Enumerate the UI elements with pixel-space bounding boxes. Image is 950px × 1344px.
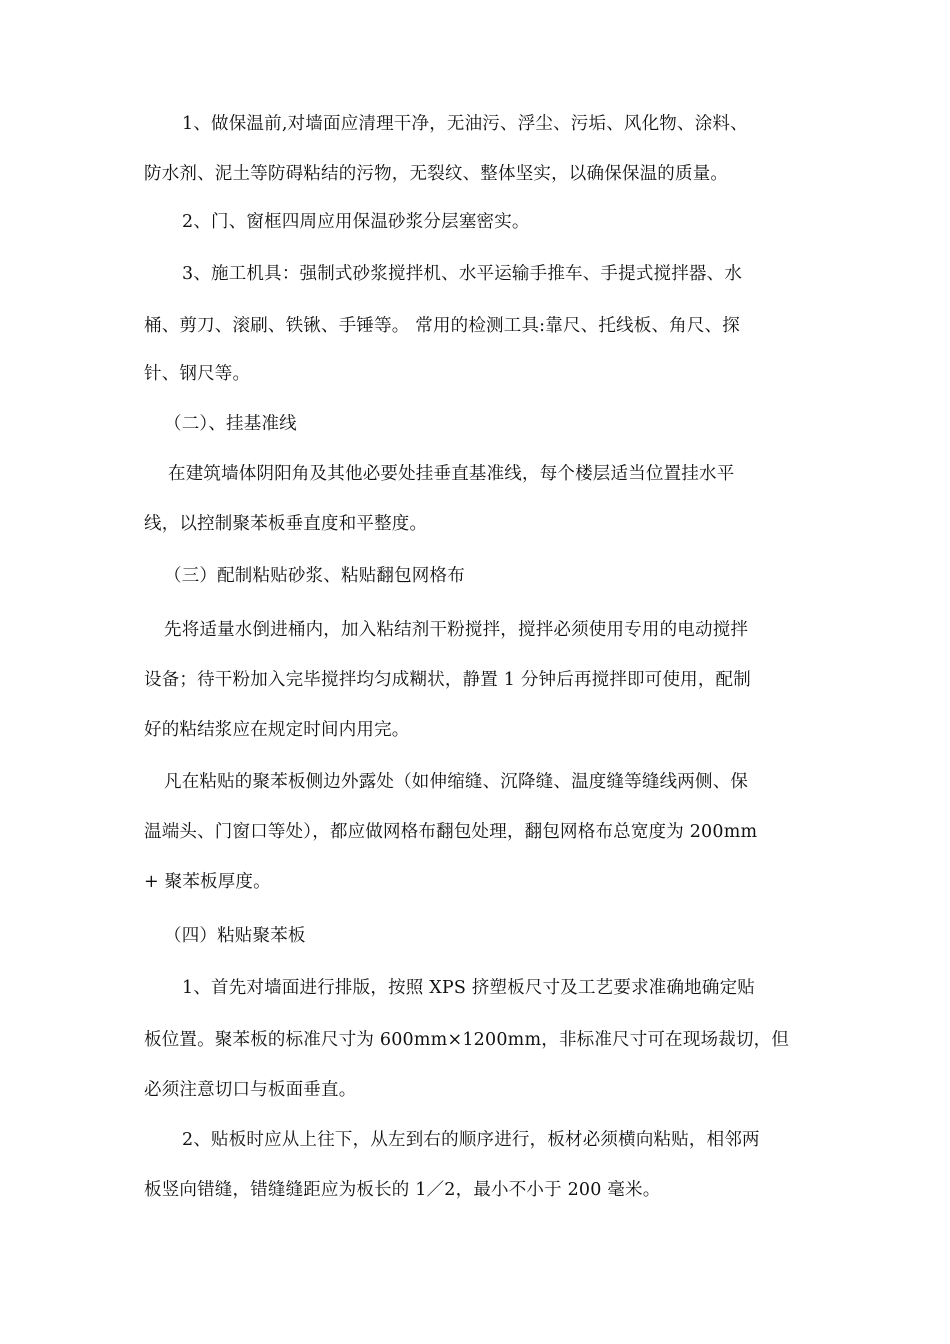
text-line-16: + 聚苯板厚度。 xyxy=(144,872,271,892)
text-line-21: 2、贴板时应从上往下，从左到右的顺序进行，板材必须横向粘贴，相邻两 xyxy=(182,1130,760,1150)
section-heading-4: （四）粘贴聚苯板 xyxy=(164,926,306,946)
text-line-11: 先将适量水倒进桶内，加入粘结剂干粉搅拌，搅拌必须使用专用的电动搅拌 xyxy=(164,620,749,640)
text-line-2: 防水剂、泥土等防碍粘结的污物，无裂纹、整体坚实，以确保保温的质量。 xyxy=(144,164,729,184)
section-heading-3: （三）配制粘贴砂浆、粘贴翻包网格布 xyxy=(164,566,465,586)
text-line-6: 针、钢尺等。 xyxy=(144,364,251,384)
text-line-5: 桶、剪刀、滚刷、铁锹、手锤等。 常用的检测工具:靠尺、托线板、角尺、探 xyxy=(144,316,740,336)
text-line-9: 线，以控制聚苯板垂直度和平整度。 xyxy=(144,514,428,534)
text-line-12: 设备；待干粉加入完毕搅拌均匀成糊状，静置 1 分钟后再搅拌即可使用，配制 xyxy=(144,670,751,690)
text-line-15: 温端头、门窗口等处），都应做网格布翻包处理，翻包网格布总宽度为 200mm xyxy=(144,822,758,842)
text-line-18: 1、首先对墙面进行排版，按照 XPS 挤塑板尺寸及工艺要求准确地确定贴 xyxy=(182,978,755,998)
text-line-8: 在建筑墙体阴阳角及其他必要处挂垂直基准线，每个楼层适当位置挂水平 xyxy=(168,464,735,484)
text-line-19: 板位置。聚苯板的标准尺寸为 600mm×1200mm，非标准尺寸可在现场裁切，但 xyxy=(144,1030,790,1050)
text-line-4: 3、施工机具：强制式砂浆搅拌机、水平运输手推车、手提式搅拌器、水 xyxy=(182,264,743,284)
text-line-14: 凡在粘贴的聚苯板侧边外露处（如伸缩缝、沉降缝、温度缝等缝线两侧、保 xyxy=(164,772,749,792)
text-line-1: 1、做保温前,对墙面应清理干净，无油污、浮尘、污垢、风化物、涂料、 xyxy=(182,114,748,134)
section-heading-2: （二）、挂基准线 xyxy=(164,414,297,434)
text-line-22: 板竖向错缝，错缝缝距应为板长的 1／2，最小不小于 200 毫米。 xyxy=(144,1180,661,1200)
text-line-13: 好的粘结浆应在规定时间内用完。 xyxy=(144,720,410,740)
text-line-20: 必须注意切口与板面垂直。 xyxy=(144,1080,357,1100)
text-line-3: 2、门、窗框四周应用保温砂浆分层塞密实。 xyxy=(182,212,530,232)
